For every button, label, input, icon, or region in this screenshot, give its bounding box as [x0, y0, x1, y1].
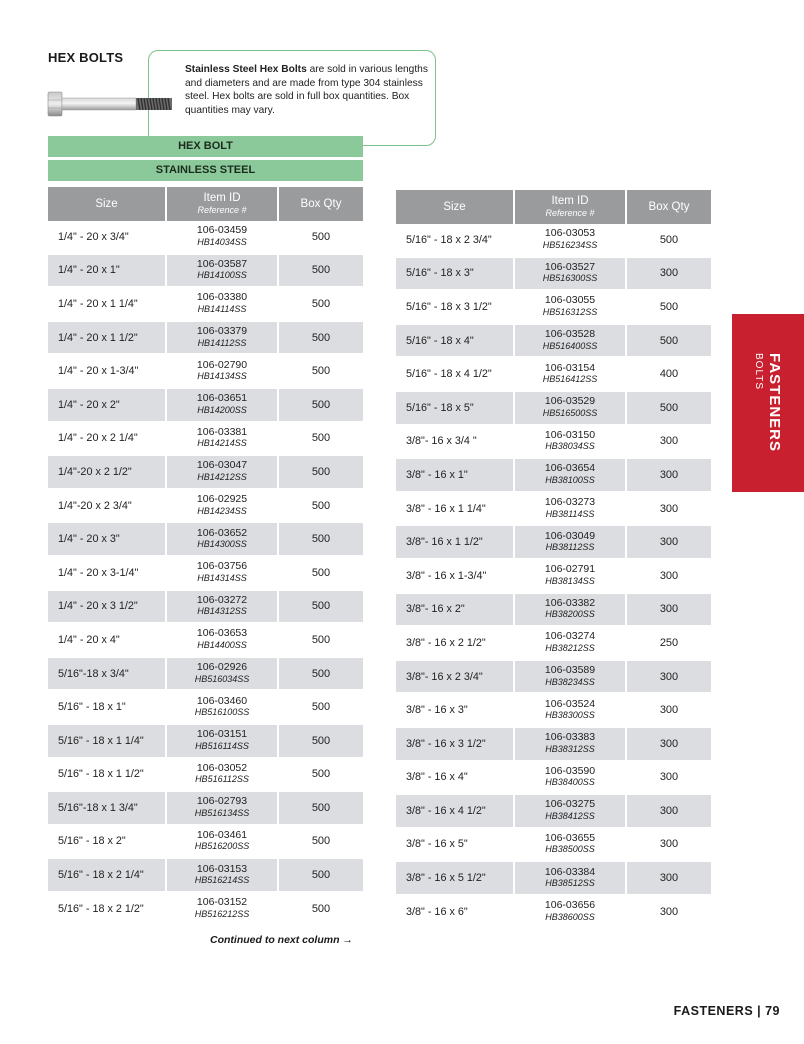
table-row	[48, 255, 363, 289]
box-qty-cell: 500	[279, 221, 363, 255]
table-row	[48, 355, 363, 389]
item-id-cell	[167, 691, 279, 725]
item-id-cell	[167, 624, 279, 658]
box-qty-column-header: Box Qty	[627, 190, 711, 224]
size-cell: 3/8" - 16 x 4 1/2"	[396, 795, 515, 829]
size-cell: 1/4" - 20 x 1"	[48, 255, 167, 289]
table-row	[48, 288, 363, 322]
reference-number: HB38600SS	[545, 911, 595, 922]
reference-number: HB14112SS	[197, 337, 247, 348]
box-qty-cell: 500	[279, 389, 363, 423]
item-id: 106-03651	[196, 392, 248, 405]
size-cell: 5/16" - 18 x 2 1/2"	[48, 893, 167, 927]
box-qty-cell: 500	[279, 523, 363, 557]
reference-number: HB516112SS	[195, 774, 249, 785]
box-qty-cell: 300	[627, 795, 711, 829]
reference-number: HB516114SS	[195, 740, 249, 751]
reference-number: HB516400SS	[542, 340, 598, 351]
size-cell: 3/8" - 16 x 5 1/2"	[396, 862, 515, 896]
item-id: 106-03384	[544, 865, 596, 878]
reference-number: HB38134SS	[545, 575, 595, 586]
reference-number: HB38400SS	[545, 777, 595, 788]
item-id: 106-03275	[544, 798, 596, 811]
table-row	[48, 826, 363, 860]
item-id-cell	[515, 728, 627, 762]
item-id-cell	[515, 560, 627, 594]
box-qty-cell: 500	[279, 255, 363, 289]
item-id-cell	[515, 358, 627, 392]
box-qty-cell: 500	[279, 456, 363, 490]
size-cell: 1/4" - 20 x 2 1/4"	[48, 423, 167, 457]
size-cell: 3/8" - 16 x 4"	[396, 762, 515, 796]
size-cell: 5/16" - 18 x 4"	[396, 325, 515, 359]
item-id: 106-03053	[544, 227, 596, 240]
box-qty-cell: 300	[627, 426, 711, 460]
table-row	[48, 759, 363, 793]
reference-number: HB516214SS	[194, 875, 250, 886]
item-id: 106-03383	[544, 731, 596, 744]
item-id: 106-03587	[196, 257, 248, 270]
reference-number: HB14400SS	[197, 639, 247, 650]
item-id: 106-03527	[544, 260, 596, 273]
item-id-cell	[167, 725, 279, 759]
box-qty-cell: 300	[627, 560, 711, 594]
size-cell: 5/16"-18 x 1 3/4"	[48, 792, 167, 826]
table-row	[396, 896, 711, 930]
table-header-row	[48, 187, 363, 221]
reference-number: HB38312SS	[545, 743, 595, 754]
table-row	[396, 560, 711, 594]
size-cell: 1/4" - 20 x 3-1/4"	[48, 557, 167, 591]
category-bar: HEX BOLT	[48, 136, 363, 157]
box-qty-cell: 500	[279, 355, 363, 389]
box-qty-cell: 300	[627, 258, 711, 292]
reference-number: HB516500SS	[542, 407, 598, 418]
item-id: 106-03655	[544, 831, 596, 844]
box-qty-cell: 500	[627, 392, 711, 426]
item-id: 106-03379	[196, 325, 248, 338]
reference-number: HB516300SS	[542, 273, 598, 284]
table-row	[396, 627, 711, 661]
reference-number: HB14314SS	[197, 572, 247, 583]
size-cell: 1/4" - 20 x 3 1/2"	[48, 591, 167, 625]
item-id: 106-02926	[196, 661, 248, 674]
size-cell: 1/4" - 20 x 1-3/4"	[48, 355, 167, 389]
size-cell: 3/8" - 16 x 6"	[396, 896, 515, 930]
box-qty-cell: 500	[279, 557, 363, 591]
table-row	[396, 459, 711, 493]
table-row	[396, 694, 711, 728]
table-row	[396, 526, 711, 560]
reference-number: HB516212SS	[194, 908, 250, 919]
item-id: 106-03589	[544, 664, 596, 677]
item-id: 106-03653	[196, 627, 248, 640]
size-cell: 5/16" - 18 x 2 1/4"	[48, 859, 167, 893]
item-id: 106-03055	[544, 294, 596, 307]
reference-number: HB14200SS	[197, 404, 247, 415]
reference-number: HB14212SS	[197, 471, 247, 482]
size-cell: 5/16" - 18 x 1 1/4"	[48, 725, 167, 759]
size-cell: 1/4"-20 x 2 1/2"	[48, 456, 167, 490]
box-qty-cell: 500	[627, 291, 711, 325]
table-row	[396, 728, 711, 762]
table-row	[48, 624, 363, 658]
box-qty-cell: 500	[279, 288, 363, 322]
size-cell: 3/8"- 16 x 3/4 "	[396, 426, 515, 460]
box-qty-cell: 500	[279, 792, 363, 826]
table-row	[396, 594, 711, 628]
item-id: 106-03382	[544, 596, 596, 609]
box-qty-cell: 300	[627, 526, 711, 560]
item-id-cell	[167, 490, 279, 524]
table-row	[48, 591, 363, 625]
table-row	[396, 258, 711, 292]
item-id: 106-02793	[196, 795, 248, 808]
item-id-cell	[515, 526, 627, 560]
reference-number: HB14214SS	[197, 438, 247, 449]
box-qty-cell: 300	[627, 728, 711, 762]
page-footer: FASTENERS | 79	[673, 1004, 780, 1018]
item-id-cell	[515, 291, 627, 325]
reference-number: HB516134SS	[194, 807, 250, 818]
table-row	[48, 792, 363, 826]
table-row	[48, 691, 363, 725]
table-row	[396, 762, 711, 796]
item-id-cell	[167, 591, 279, 625]
table-row	[48, 859, 363, 893]
box-qty-cell: 500	[279, 691, 363, 725]
table-row	[48, 456, 363, 490]
page-title: HEX BOLTS	[48, 50, 124, 65]
reference-number: HB38234SS	[545, 676, 595, 687]
table-row	[396, 392, 711, 426]
item-id-cell	[167, 288, 279, 322]
reference-number: HB38112SS	[545, 542, 595, 553]
size-cell: 3/8" - 16 x 1 1/4"	[396, 493, 515, 527]
item-id-cell	[515, 325, 627, 359]
table-row	[396, 862, 711, 896]
item-id: 106-03049	[544, 529, 596, 542]
table-row	[48, 725, 363, 759]
size-cell: 5/16" - 18 x 1"	[48, 691, 167, 725]
item-id-cell	[515, 762, 627, 796]
box-qty-cell: 500	[279, 725, 363, 759]
table-row	[48, 523, 363, 557]
item-id-cell	[167, 859, 279, 893]
item-id-cell	[515, 392, 627, 426]
box-qty-cell: 500	[279, 893, 363, 927]
box-qty-cell: 300	[627, 594, 711, 628]
item-id-cell	[167, 826, 279, 860]
size-cell: 3/8" - 16 x 5"	[396, 829, 515, 863]
reference-number: HB14234SS	[197, 505, 247, 516]
table-row	[48, 658, 363, 692]
table-row	[396, 291, 711, 325]
hex-bolt-image	[46, 88, 176, 120]
reference-number: HB14114SS	[197, 303, 247, 314]
item-id: 106-02925	[196, 493, 248, 506]
item-id: 106-03047	[196, 459, 248, 472]
size-cell: 5/16" - 18 x 4 1/2"	[396, 358, 515, 392]
item-id: 106-03052	[196, 761, 248, 774]
reference-number: HB516234SS	[542, 239, 598, 250]
item-id-cell	[167, 322, 279, 356]
size-cell: 5/16" - 18 x 3 1/2"	[396, 291, 515, 325]
reference-number: HB38512SS	[545, 878, 595, 889]
box-qty-cell: 400	[627, 358, 711, 392]
item-id: 106-03154	[544, 361, 596, 374]
item-id-cell	[167, 557, 279, 591]
continued-note: Continued to next column →	[210, 934, 353, 946]
box-qty-cell: 500	[279, 490, 363, 524]
size-cell: 1/4" - 20 x 1 1/2"	[48, 322, 167, 356]
box-qty-cell: 500	[279, 423, 363, 457]
reference-number: HB38412SS	[545, 810, 595, 821]
size-cell: 5/16" - 18 x 2"	[48, 826, 167, 860]
size-column-header: Size	[396, 190, 515, 224]
item-id: 106-03654	[544, 462, 596, 475]
item-id: 106-03528	[544, 328, 596, 341]
table-row	[396, 426, 711, 460]
size-cell: 3/8"- 16 x 2"	[396, 594, 515, 628]
reference-number: HB38500SS	[545, 844, 595, 855]
table-row	[48, 322, 363, 356]
box-qty-cell: 300	[627, 459, 711, 493]
table-row	[48, 893, 363, 927]
box-qty-cell: 500	[627, 325, 711, 359]
reference-number: HB516100SS	[194, 707, 250, 718]
reference-number: HB14100SS	[197, 270, 247, 281]
description-bold: Stainless Steel Hex Bolts	[185, 64, 307, 75]
item-id: 106-03459	[196, 224, 248, 237]
description-rest: are sold in various lengths and diameters and are made from type 304 stainless steel. Hex bolts are sold in full box quantities. Box quantities may vary.	[185, 64, 428, 116]
item-id-cell	[515, 694, 627, 728]
item-id: 106-03151	[196, 728, 248, 741]
size-cell: 3/8" - 16 x 1-3/4"	[396, 560, 515, 594]
reference-number: HB516312SS	[542, 306, 598, 317]
reference-number: HB14300SS	[197, 539, 247, 550]
item-id-cell	[167, 423, 279, 457]
description-text	[185, 63, 430, 117]
size-cell: 1/4" - 20 x 3"	[48, 523, 167, 557]
item-id: 106-03656	[544, 899, 596, 912]
reference-number: HB38114SS	[545, 508, 595, 519]
item-id-cell	[167, 255, 279, 289]
item-id-cell	[515, 224, 627, 258]
reference-number: HB14034SS	[197, 236, 247, 247]
bolt-table-left	[48, 187, 363, 926]
item-id: 106-03153	[196, 862, 248, 875]
box-qty-cell: 300	[627, 896, 711, 930]
table-row	[396, 358, 711, 392]
item-id-cell	[515, 459, 627, 493]
size-cell: 3/8" - 16 x 2 1/2"	[396, 627, 515, 661]
box-qty-cell: 500	[627, 224, 711, 258]
table-row	[48, 389, 363, 423]
item-id-cell	[515, 829, 627, 863]
size-cell: 3/8"- 16 x 1 1/2"	[396, 526, 515, 560]
box-qty-cell: 300	[627, 493, 711, 527]
item-id: 106-03524	[544, 697, 596, 710]
item-id-cell	[515, 862, 627, 896]
item-id-cell	[515, 795, 627, 829]
size-cell: 3/8"- 16 x 2 3/4"	[396, 661, 515, 695]
item-id-cell	[167, 355, 279, 389]
item-id-cell	[167, 893, 279, 927]
table-row	[48, 423, 363, 457]
reference-number: HB516034SS	[194, 673, 250, 684]
size-cell: 5/16" - 18 x 1 1/2"	[48, 759, 167, 793]
item-id-cell	[167, 792, 279, 826]
size-column-header: Size	[48, 187, 167, 221]
item-id: 106-03756	[196, 560, 248, 573]
size-cell: 3/8" - 16 x 1"	[396, 459, 515, 493]
item-id: 106-03381	[196, 425, 248, 438]
item-id: 106-03274	[544, 630, 596, 643]
table-row	[396, 829, 711, 863]
side-tab-sub: BOLTS	[753, 353, 764, 391]
box-qty-cell: 500	[279, 322, 363, 356]
box-qty-cell: 300	[627, 762, 711, 796]
item-id: 106-03590	[544, 764, 596, 777]
box-qty-cell: 500	[279, 624, 363, 658]
item-id: 106-03273	[544, 496, 596, 509]
table-row	[396, 493, 711, 527]
size-cell: 1/4" - 20 x 4"	[48, 624, 167, 658]
table-row	[396, 795, 711, 829]
size-cell: 1/4" - 20 x 3/4"	[48, 221, 167, 255]
box-qty-cell: 500	[279, 658, 363, 692]
item-id-cell	[167, 658, 279, 692]
item-id-cell	[515, 426, 627, 460]
item-id: 106-03652	[196, 526, 248, 539]
reference-number: HB38212SS	[545, 642, 595, 653]
item-id: 106-03152	[196, 896, 248, 909]
item-id: 106-03272	[196, 593, 248, 606]
size-cell: 5/16" - 18 x 3"	[396, 258, 515, 292]
item-id: 106-03380	[196, 291, 248, 304]
reference-number: HB516200SS	[194, 841, 250, 852]
bolt-table-right	[396, 190, 711, 929]
table-header-row	[396, 190, 711, 224]
size-cell: 1/4"-20 x 2 3/4"	[48, 490, 167, 524]
item-id-cell	[515, 661, 627, 695]
item-id-cell	[167, 523, 279, 557]
size-cell: 1/4" - 20 x 1 1/4"	[48, 288, 167, 322]
item-id: 106-03460	[196, 694, 248, 707]
box-qty-cell: 250	[627, 627, 711, 661]
item-id-cell	[167, 221, 279, 255]
item-id-cell	[515, 627, 627, 661]
table-row	[396, 325, 711, 359]
item-id-column-header: Item ID Reference #	[167, 187, 279, 221]
item-id-cell	[167, 456, 279, 490]
size-cell: 3/8" - 16 x 3"	[396, 694, 515, 728]
item-id-cell	[167, 759, 279, 793]
reference-number: HB14134SS	[197, 371, 247, 382]
item-id: 106-03529	[544, 395, 596, 408]
box-qty-column-header: Box Qty	[279, 187, 363, 221]
reference-number: HB516412SS	[542, 374, 598, 385]
table-row	[48, 221, 363, 255]
size-cell: 1/4" - 20 x 2"	[48, 389, 167, 423]
size-cell: 3/8" - 16 x 3 1/2"	[396, 728, 515, 762]
box-qty-cell: 300	[627, 661, 711, 695]
item-id: 106-03150	[544, 428, 596, 441]
item-id: 106-02790	[196, 358, 248, 371]
item-id-cell	[515, 594, 627, 628]
table-row	[48, 490, 363, 524]
box-qty-cell: 300	[627, 862, 711, 896]
table-row	[396, 661, 711, 695]
reference-number: HB38100SS	[545, 474, 595, 485]
box-qty-cell: 300	[627, 829, 711, 863]
item-id: 106-02791	[544, 563, 596, 576]
item-id-cell	[515, 896, 627, 930]
box-qty-cell: 300	[627, 694, 711, 728]
reference-number: HB14312SS	[197, 606, 247, 617]
item-id-cell	[167, 389, 279, 423]
box-qty-cell: 500	[279, 759, 363, 793]
box-qty-cell: 500	[279, 826, 363, 860]
side-tab-label	[732, 314, 804, 492]
side-tab-main: FASTENERS	[766, 353, 783, 453]
material-bar: STAINLESS STEEL	[48, 160, 363, 181]
size-cell: 5/16"-18 x 3/4"	[48, 658, 167, 692]
item-id: 106-03461	[196, 828, 248, 841]
box-qty-cell: 500	[279, 591, 363, 625]
item-id-cell	[515, 493, 627, 527]
table-row	[48, 557, 363, 591]
size-cell: 5/16" - 18 x 2 3/4"	[396, 224, 515, 258]
reference-number: HB38034SS	[545, 441, 595, 452]
item-id-cell	[515, 258, 627, 292]
box-qty-cell: 500	[279, 859, 363, 893]
reference-number: HB38300SS	[545, 710, 595, 721]
table-row	[396, 224, 711, 258]
size-cell: 5/16" - 18 x 5"	[396, 392, 515, 426]
item-id-column-header: Item ID Reference #	[515, 190, 627, 224]
reference-number: HB38200SS	[545, 609, 595, 620]
